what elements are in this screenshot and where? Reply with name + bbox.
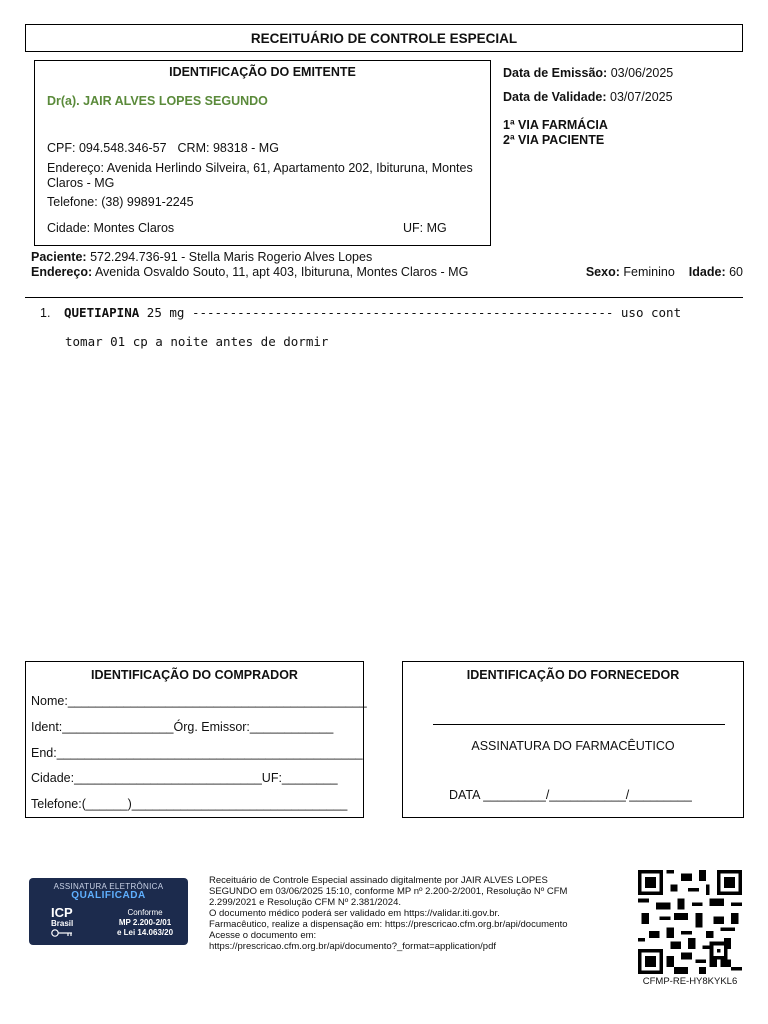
patient-address-label: Endereço: <box>31 265 93 279</box>
badge-conforme <box>109 908 181 938</box>
buyer-phone-field: Telefone:(______)_______________________________ <box>31 797 348 811</box>
badge-line1: ASSINATURA ELETRÔNICA <box>53 882 164 891</box>
qr-code-icon <box>635 870 745 974</box>
signature-text-line[interactable]: https://prescricao.cfm.org.br/api/documento?_format=application/pdf <box>209 941 496 952</box>
doctor-phone: Telefone: (38) 99891-2245 <box>47 195 194 209</box>
doctor-crm: CRM: 98318 - MG <box>177 141 279 155</box>
item-number: 1. <box>40 306 51 320</box>
digital-signature-text <box>209 875 619 952</box>
signature-text-line: 2.299/2021 e Resolução CFM Nº 2.381/2024. <box>209 897 402 908</box>
icp-text: ICP <box>51 905 73 920</box>
doctor-cpf: CPF: 094.548.346-57 <box>47 141 167 155</box>
pharmacist-signature-label: ASSINATURA DO FARMACÊUTICO <box>471 739 675 753</box>
signature-line <box>433 724 725 725</box>
key-icon <box>51 928 73 938</box>
copies-section <box>503 118 608 148</box>
document-code: CFMP-RE-HY8KYKL6 <box>642 976 738 987</box>
supplier-section <box>402 661 744 818</box>
patient-section <box>31 250 743 280</box>
drug-name: QUETIAPINA <box>64 305 140 320</box>
supplier-header: IDENTIFICAÇÃO DO FORNECEDOR <box>466 668 680 682</box>
lei-text: e Lei 14.063/20 <box>116 928 174 937</box>
qualified-signature-badge <box>29 878 188 945</box>
doctor-address: Endereço: Avenida Herlindo Silveira, 61, Apartamento 202, Ibituruna, Montes Claros - MG <box>47 161 473 190</box>
copy-pharmacy: 1ª VIA FARMÁCIA <box>503 118 608 132</box>
age-label: Idade: <box>688 265 726 279</box>
doctor-ids <box>47 141 279 155</box>
emitter-header: IDENTIFICAÇÃO DO EMITENTE <box>169 65 356 79</box>
buyer-city-field: Cidade:___________________________UF:________ <box>31 771 338 785</box>
emission-label: Data de Emissão: <box>503 66 608 80</box>
signature-text-line: SEGUNDO em 03/06/2025 15:10, conforme MP nº 2.200-2/2001, Resolução Nº CFM <box>209 886 568 897</box>
doctor-name: Dr(a). JAIR ALVES LOPES SEGUNDO <box>47 94 268 108</box>
signature-text-line: Acesse o documento em: <box>209 930 317 941</box>
signature-text-line: Receituário de Controle Especial assinado digitalmente por JAIR ALVES LOPES <box>209 875 548 886</box>
brasil-text: Brasil <box>51 919 74 928</box>
dates-section <box>503 66 673 114</box>
buyer-section <box>25 661 367 818</box>
icp-brasil-logo <box>51 907 73 929</box>
doctor-city: Cidade: Montes Claros <box>47 221 175 235</box>
buyer-name-field: Nome:___________________________________________ <box>31 694 367 708</box>
age-value: 60 <box>729 265 743 279</box>
patient-label: Paciente: <box>31 250 87 264</box>
buyer-address-field: End:____________________________________________ <box>31 746 363 760</box>
signature-text-line[interactable]: Farmacêutico, realize a dispensação em: https://prescricao.cfm.org.br/api/documento <box>209 919 568 930</box>
patient-address: Avenida Osvaldo Souto, 11, apt 403, Ibituruna, Montes Claros - MG <box>94 265 469 279</box>
supplier-date-field: DATA _________/___________/_________ <box>449 788 692 802</box>
buyer-ident-field: Ident:________________Órg. Emissor:____________ <box>31 720 334 734</box>
sex-label: Sexo: <box>585 265 620 279</box>
document-title: RECEITUÁRIO DE CONTROLE ESPECIAL <box>25 24 743 52</box>
drug-dosage: 25 mg -------------------------------------------------------- uso cont <box>139 305 682 320</box>
emitter-section <box>34 60 491 246</box>
signature-text-line[interactable]: O documento médico poderá ser validado em https://validar.iti.gov.br. <box>209 908 500 919</box>
mp-text: MP 2.200-2/01 <box>118 918 172 927</box>
separator <box>25 297 743 298</box>
prescription-item <box>40 305 681 320</box>
sex-value: Feminino <box>623 265 675 279</box>
validity-label: Data de Validade: <box>503 90 607 104</box>
emission-date: 03/06/2025 <box>610 66 674 80</box>
patient-value: 572.294.736-91 - Stella Maris Rogerio Alves Lopes <box>90 250 373 264</box>
drug-instructions: tomar 01 cp a noite antes de dormir <box>65 334 329 349</box>
validity-date: 03/07/2025 <box>610 90 673 104</box>
badge-line2: QUALIFICADA <box>71 890 146 901</box>
conforme-text: Conforme <box>127 908 163 917</box>
copy-patient: 2ª VIA PACIENTE <box>503 133 605 147</box>
doctor-uf: UF: MG <box>403 221 447 235</box>
buyer-header: IDENTIFICAÇÃO DO COMPRADOR <box>91 668 298 682</box>
